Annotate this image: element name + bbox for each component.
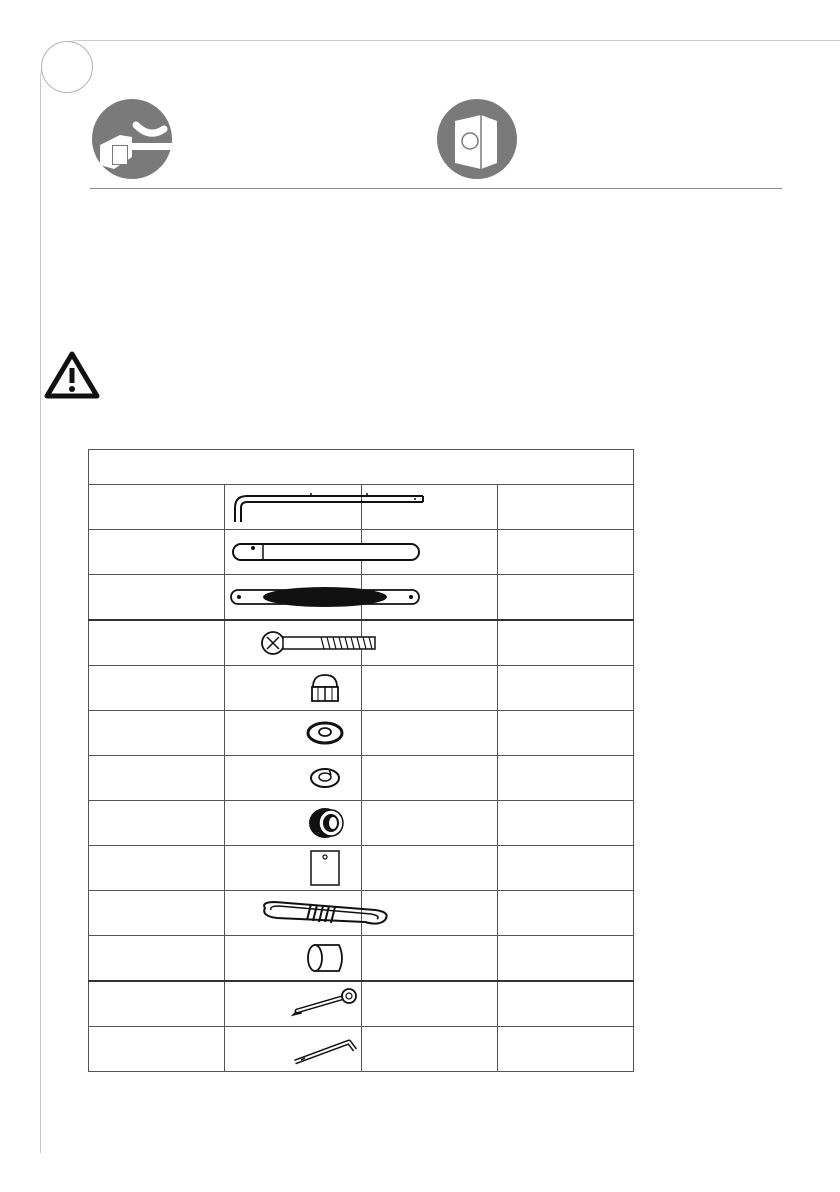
part-quantity: [497, 666, 633, 711]
part-description: [361, 846, 497, 891]
table-row: [89, 1027, 634, 1072]
header-divider: [90, 188, 782, 189]
table-row: [89, 666, 634, 711]
part-description: [361, 620, 497, 666]
part-number: [89, 485, 225, 530]
warning-icon: [44, 350, 100, 400]
part-quantity: [497, 530, 633, 575]
part-description: [361, 711, 497, 756]
table-row: [89, 846, 634, 891]
part-number: [89, 756, 225, 801]
part-description: [361, 936, 497, 982]
part-quantity: [497, 936, 633, 982]
parts-table: [88, 449, 634, 1072]
part-quantity: [497, 485, 633, 530]
table-row: [89, 981, 634, 1027]
part-number: [89, 1027, 225, 1072]
table-row: [89, 620, 634, 666]
part-description: [361, 981, 497, 1027]
part-number: [89, 981, 225, 1027]
part-description: [361, 1027, 497, 1072]
table-row: [89, 756, 634, 801]
part-number: [89, 530, 225, 575]
part-description: [361, 891, 497, 936]
part-quantity: [497, 711, 633, 756]
page-number-badge: [41, 41, 93, 93]
table-row: [89, 530, 634, 575]
part-quantity: [497, 1027, 633, 1072]
part-number: [89, 575, 225, 621]
table-row: [89, 711, 634, 756]
table-row: [89, 485, 634, 530]
part-number: [89, 846, 225, 891]
table-row: [89, 891, 634, 936]
part-quantity: [497, 801, 633, 846]
part-quantity: [497, 981, 633, 1027]
table-row: [89, 801, 634, 846]
part-description: [361, 666, 497, 711]
part-description: [361, 801, 497, 846]
part-description: [361, 485, 497, 530]
part-number: [89, 711, 225, 756]
part-quantity: [497, 891, 633, 936]
table-row: [89, 575, 634, 621]
tools-icon: [92, 99, 172, 179]
part-quantity: [497, 756, 633, 801]
part-number: [89, 801, 225, 846]
part-quantity: [497, 575, 633, 621]
part-number: [89, 620, 225, 666]
manual-icon: [437, 99, 517, 179]
part-number: [89, 666, 225, 711]
parts-table-title: [89, 450, 634, 485]
table-row: [89, 936, 634, 982]
part-description: [361, 756, 497, 801]
part-quantity: [497, 846, 633, 891]
part-quantity: [497, 620, 633, 666]
part-number: [89, 891, 225, 936]
part-number: [89, 936, 225, 982]
